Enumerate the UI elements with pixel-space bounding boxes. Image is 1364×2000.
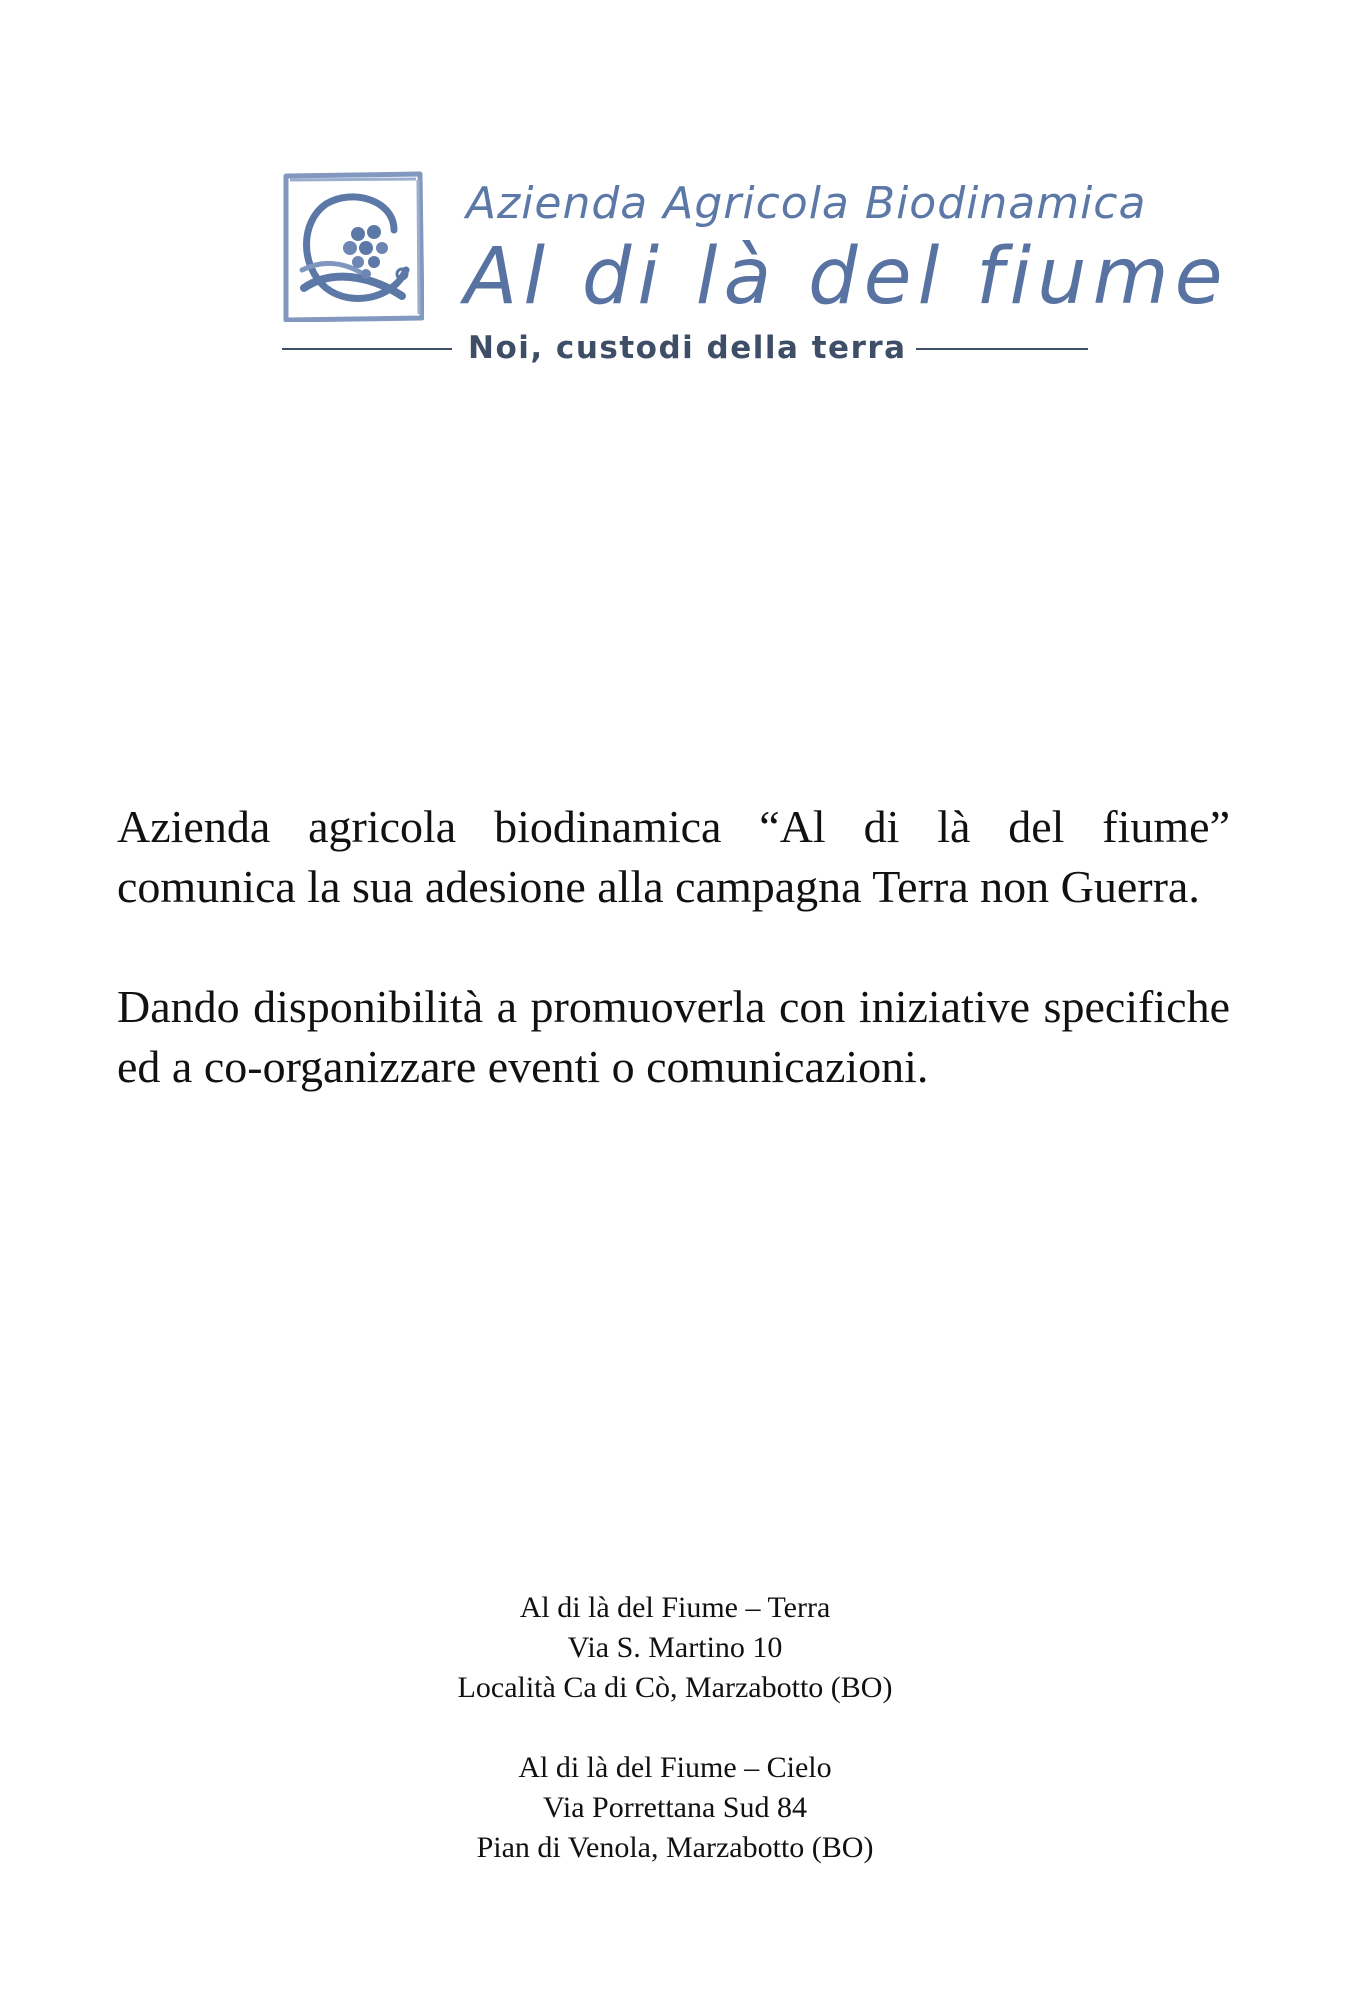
logo-tagline: Noi, custodi della terra	[468, 330, 907, 366]
logo-title: Al di là del fiume	[464, 232, 1229, 322]
address-list	[0, 1588, 1350, 1908]
logo-tagline-row	[282, 328, 1088, 368]
logo-subtitle: Azienda Agricola Biodinamica	[466, 178, 1147, 229]
company-logo	[282, 170, 1229, 370]
tagline-rule-left	[282, 348, 452, 350]
address-street: Via Porrettana Sud 84	[543, 1791, 807, 1824]
address-name: Al di là del Fiume – Terra	[519, 1591, 831, 1624]
tagline-rule-right	[916, 348, 1088, 350]
address-block-terra	[0, 1588, 1350, 1708]
address-locality: Località Ca di Cò, Marzabotto (BO)	[457, 1671, 893, 1704]
statement-paragraph-2: Dando disponibilità a promuoverla con iniziative specifiche ed a co-organizzare eventi o comunicazioni.	[117, 981, 1230, 1092]
address-street: Via S. Martino 10	[567, 1631, 783, 1664]
address-block-cielo	[0, 1748, 1350, 1868]
statement-paragraph-1: Azienda agricola biodinamica “Al di là del fiume” comunica la sua adesione alla campagna Terra non Guerra.	[117, 801, 1230, 912]
address-name: Al di là del Fiume – Cielo	[518, 1751, 832, 1784]
address-locality: Pian di Venola, Marzabotto (BO)	[476, 1831, 874, 1864]
main-statement	[117, 797, 1230, 1157]
logo-emblem-icon	[282, 170, 424, 322]
